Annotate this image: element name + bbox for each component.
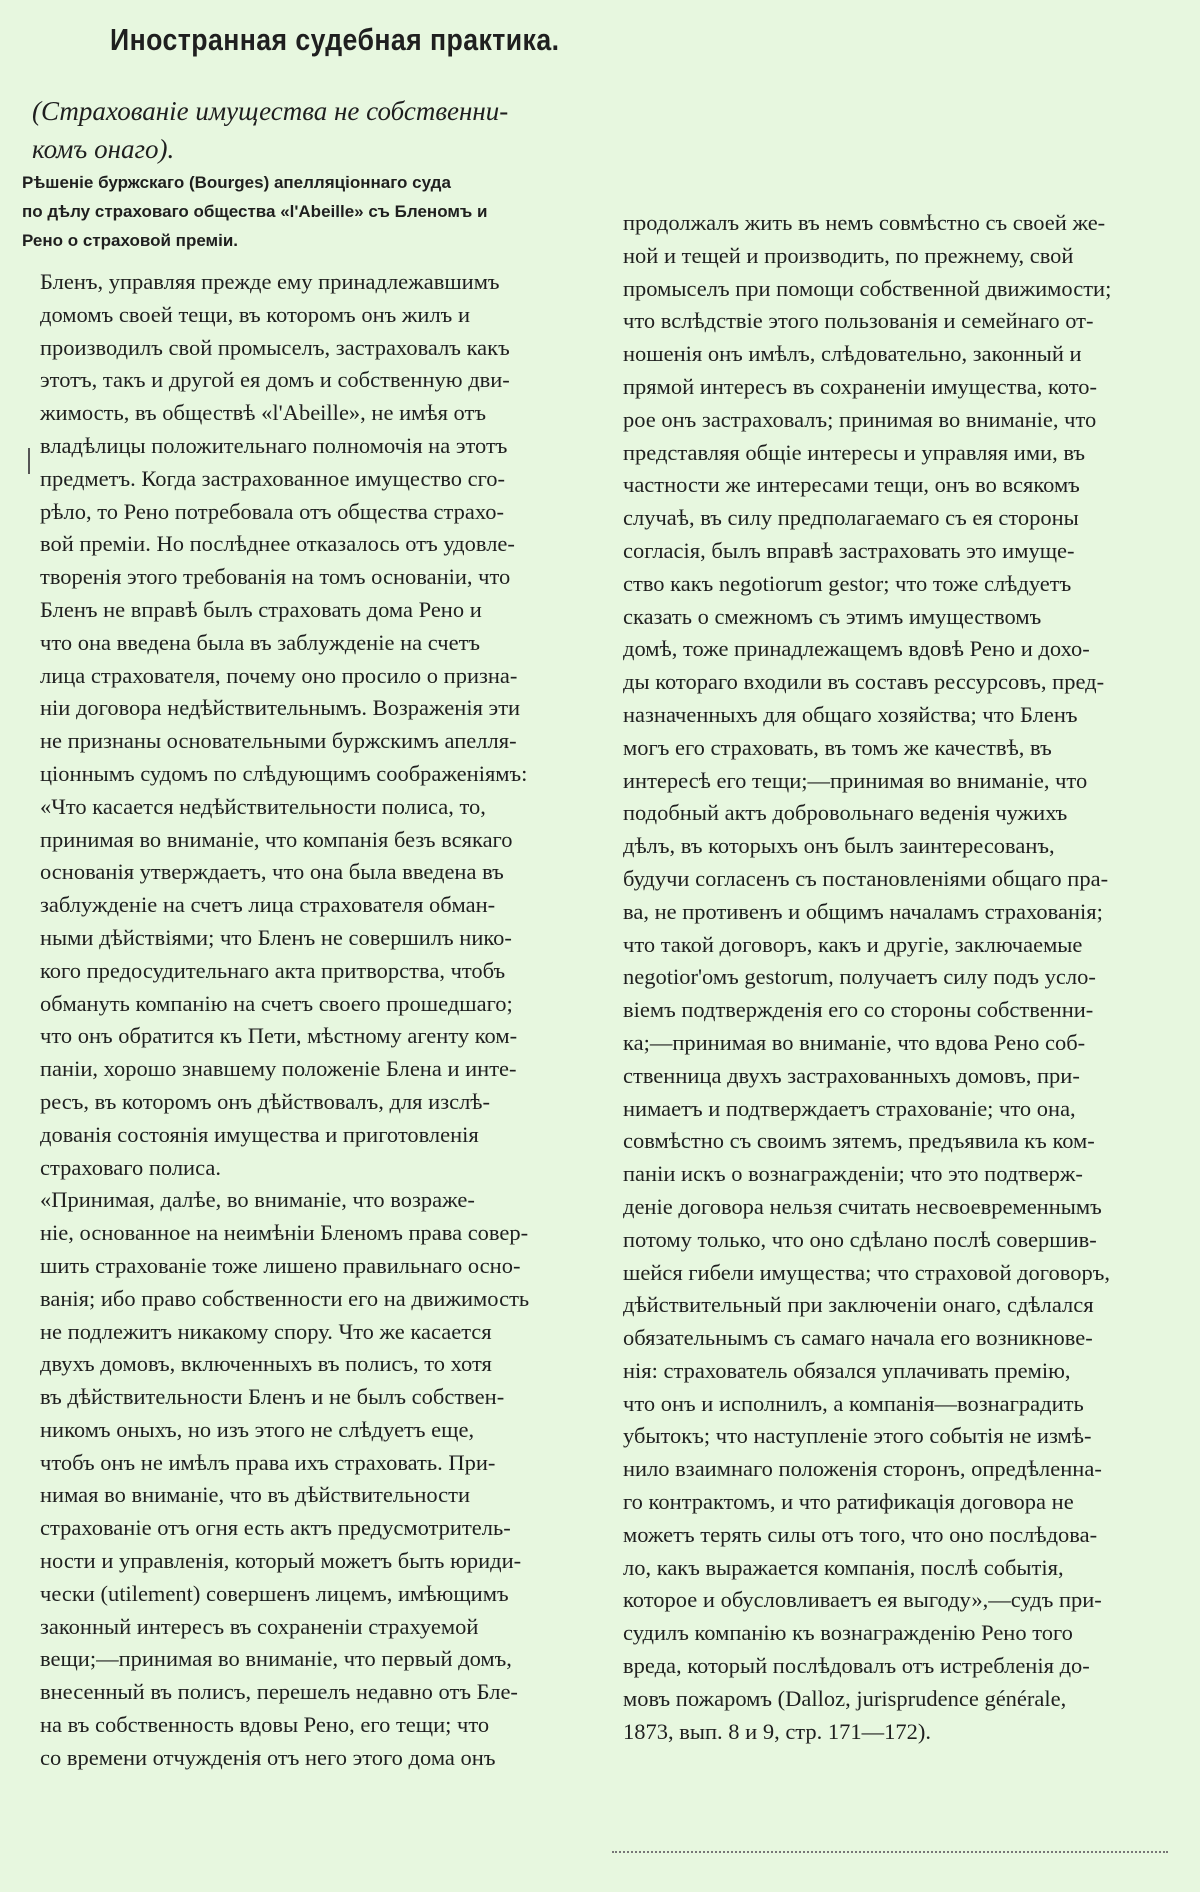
left-column-line: вещи;—принимая во вниманіе, что первый домъ, [40, 1646, 512, 1672]
right-column-line: будучи согласенъ съ постановленіями общаго пра- [623, 865, 1109, 891]
left-column-line: въ дѣйствительности Бленъ и не былъ собствен- [40, 1384, 505, 1410]
right-column-line: рое онъ застраховалъ; принимая во вниманіе, что [623, 406, 1097, 432]
bottom-rule [612, 1851, 1168, 1853]
right-column-line: дѣйствительный при заключеніи онаго, сдѣлался [623, 1292, 1094, 1318]
right-column-line: интересѣ его тещи;—принимая во вниманіе, что [623, 767, 1088, 793]
left-column-line: ными дѣйствіями; что Бленъ не совершилъ нико- [40, 924, 512, 950]
left-column-line: на въ собственность вдовы Рено, его тещи; что [40, 1712, 490, 1738]
page-title: Иностранная судебная практика. [110, 22, 560, 57]
right-column-line: 1873, вып. 8 и 9, стр. 171—172). [623, 1718, 932, 1744]
left-column-line: страхованіе отъ огня есть актъ предусмотритель- [40, 1515, 511, 1541]
subtitle-line: комъ онаго). [32, 134, 175, 164]
right-column-line: ва, не противенъ и общимъ началамъ страхованія; [623, 898, 1103, 924]
right-column-line: го контрактомъ, и что ратификація договора не [623, 1489, 1074, 1515]
left-column-line: ціоннымъ судомъ по слѣдующимъ соображеніямъ: [40, 760, 528, 786]
left-column-line: лица страхователя, почему оно просило о призна- [40, 662, 518, 688]
right-column-line: судилъ компанію къ вознагражденію Рено того [623, 1620, 1073, 1646]
right-column-line: negotior'омъ gestorum, получаетъ силу подъ усло- [623, 964, 1096, 990]
right-column-line: частности же интересами тещи, онъ во всякомъ [623, 472, 1080, 498]
left-column-line: творенія этого требованія на томъ основаніи, что [40, 564, 511, 590]
left-column-line: владѣлицы положительнаго полномочія на этотъ [40, 432, 508, 458]
right-column-line: шейся гибели имущества; что страховой договоръ, [623, 1259, 1110, 1285]
left-column-line: домомъ своей тещи, въ которомъ онъ жилъ и [40, 301, 470, 327]
right-column-line: ство какъ negotiorum gestor; что тоже слѣдуетъ [623, 570, 1072, 596]
right-column-line: что вслѣдствіе этого пользованія и семейнаго от- [623, 308, 1094, 334]
right-column [623, 207, 1183, 1748]
left-column-line: рѣло, то Рено потребовала отъ общества страхо- [40, 498, 504, 524]
decision-line: Рено о страховой преміи. [22, 231, 239, 250]
left-column-line: кого предосудительнаго акта притворства, чтобъ [40, 957, 506, 983]
right-column-line: совмѣстно съ своимъ зятемъ, предъявила къ ком- [623, 1128, 1095, 1154]
decision-line: Рѣшеніе буржскаго (Bourges) апелляціоннаго суда [22, 173, 451, 192]
right-column-line: нія: страхователь обязался уплачивать премію, [623, 1357, 1071, 1383]
right-column-line: ка;—принимая во вниманіе, что вдова Рено соб- [623, 1029, 1086, 1055]
left-column-line: предметъ. Когда застрахованное имущество сго- [40, 465, 506, 491]
left-column-line: законный интересъ въ сохраненіи страхуемой [40, 1613, 479, 1639]
right-column-line: нило взаимнаго положенія сторонъ, опредѣленна- [623, 1456, 1102, 1482]
right-column-line: паніи искъ о вознагражденіи; что это подтверж- [623, 1161, 1083, 1187]
left-column-line: никомъ оныхъ, но изъ этого не слѣдуетъ еще, [40, 1416, 475, 1442]
right-column-line: деніе договора нельзя считать несвоевременнымъ [623, 1193, 1102, 1219]
left-column-line: ніе, основанное на неимѣніи Бленомъ права совер- [40, 1220, 529, 1246]
left-column-line: двухъ домовъ, включенныхъ въ полисъ, то хотя [40, 1351, 492, 1377]
left-column-line: не признаны основательными буржскимъ апелля- [40, 728, 517, 754]
right-column-line: потому только, что оно сдѣлано послѣ совершив- [623, 1226, 1097, 1252]
left-column-line: внесенный въ полисъ, перешелъ недавно отъ Бле- [40, 1679, 518, 1705]
left-column-line: что онъ обратится къ Пети, мѣстному агенту ком- [40, 1023, 518, 1049]
right-column-line: віемъ подтвержденія его со стороны собственни- [623, 997, 1094, 1023]
left-column-line: этотъ, такъ и другой ея домъ и собственную дви- [40, 367, 510, 393]
right-column-line: нимаетъ и подтверждаетъ страхованіе; что она, [623, 1095, 1076, 1121]
right-column-line: можетъ терять силы отъ того, что оно послѣдова- [623, 1521, 1098, 1547]
right-column-line: что онъ и исполнилъ, а компанія—вознаградить [623, 1390, 1084, 1416]
decision-line: по дѣлу страховаго общества «l'Abeille» съ Бленомъ и [22, 202, 488, 221]
right-column-line: ной и тещей и производить, по прежнему, свой [623, 242, 1074, 268]
right-column-line: убытокъ; что наступленіе этого событія не измѣ- [623, 1423, 1092, 1449]
right-column-line: мовъ пожаромъ (Dalloz, jurisprudence générale, [623, 1685, 1067, 1711]
left-column-line: вой преміи. Но послѣднее отказалось отъ удовле- [40, 531, 515, 557]
right-column-line: домѣ, тоже принадлежащемъ вдовѣ Рено и дохо- [623, 636, 1090, 662]
left-column-line: чтобъ онъ не имѣлъ права ихъ страховать. При- [40, 1449, 496, 1475]
subtitle [32, 92, 592, 168]
left-column-line: со времени отчужденія отъ него этого дома онъ [40, 1744, 496, 1770]
right-column-line: ственница двухъ застрахованныхъ домовъ, при- [623, 1062, 1080, 1088]
left-column-line: обмануть компанію на счетъ своего прошедшаго; [40, 990, 513, 1016]
left-column-line: Бленъ не вправѣ былъ страховать дома Рено и [40, 596, 482, 622]
left-column [40, 266, 600, 1775]
left-column-line: чески (utilement) совершенъ лицемъ, имѣющимъ [40, 1580, 509, 1606]
right-column-line: обязательнымъ съ самаго начала его возникнове- [623, 1325, 1093, 1351]
right-column-line: продолжалъ жить въ немъ совмѣстно съ своей же- [623, 210, 1106, 235]
left-column-line: жимость, въ обществѣ «l'Abeille», не имѣя отъ [40, 400, 486, 426]
right-column-line: прямой интересъ въ сохраненіи имущества, кото- [623, 373, 1098, 399]
left-column-line: заблужденіе на счетъ лица страхователя обман- [40, 892, 496, 918]
left-column-line: производилъ свой промыселъ, застраховалъ какъ [40, 334, 510, 360]
right-column-line: согласія, былъ вправѣ застраховать это имуще- [623, 537, 1075, 563]
left-column-line: ванія; ибо право собственности его на движимость [40, 1285, 530, 1311]
left-column-line: Бленъ, управляя прежде ему принадлежавшимъ [40, 269, 500, 294]
right-column-line: могъ его страховать, въ томъ же качествѣ, въ [623, 734, 1052, 760]
right-column-line: назначенныхъ для общаго хозяйства; что Бленъ [623, 701, 1078, 727]
right-column-line: случаѣ, въ силу предполагаемаго съ ея стороны [623, 505, 1079, 531]
right-column-line: промыселъ при помощи собственной движимости; [623, 275, 1112, 301]
decision-heading [22, 168, 597, 255]
left-column-line: «Принимая, далѣе, во вниманіе, что возраже- [40, 1187, 475, 1213]
left-column-line: основанія утверждаетъ, что она была введена въ [40, 859, 504, 885]
left-column-line: что она введена была въ заблужденіе на счетъ [40, 629, 481, 655]
left-column-line: страховаго полиса. [40, 1154, 221, 1180]
right-column-line: представляя общіе интересы и управляя ими, въ [623, 439, 1086, 465]
right-column-line: которое и обусловливаетъ ея выгоду»,—судъ при- [623, 1587, 1102, 1613]
left-column-line: не подлежитъ никакому спору. Что же касается [40, 1318, 492, 1344]
right-column-line: вреда, который послѣдовалъ отъ истребленія до- [623, 1653, 1090, 1679]
left-column-line: ніи договора недѣйствительнымъ. Возраженія эти [40, 695, 521, 721]
left-column-line: шить страхованіе тоже лишено правильнаго осно- [40, 1252, 521, 1278]
left-column-line: нимая во вниманіе, что въ дѣйствительности [40, 1482, 471, 1508]
left-column-line: паніи, хорошо знавшему положеніе Блена и инте- [40, 1056, 517, 1082]
right-column-line: ды котораго входили въ составъ рессурсовъ, пред- [623, 669, 1105, 695]
right-column-line: ло, какъ выражается компанія, послѣ событія, [623, 1554, 1064, 1580]
left-column-line: «Что касается недѣйствительности полиса, то, [40, 793, 486, 819]
left-column-line: ности и управленія, который можетъ быть юриди- [40, 1548, 522, 1574]
margin-mark [28, 448, 30, 474]
subtitle-line: (Страхованіе имущества не собственни- [32, 96, 509, 126]
right-column-line: сказать о смежномъ съ этимъ имуществомъ [623, 603, 1042, 629]
left-column-line: ресъ, въ которомъ онъ дѣйствовалъ, для изслѣ- [40, 1088, 491, 1114]
right-column-line: подобный актъ добровольнаго веденія чужихъ [623, 800, 1068, 826]
left-column-line: дованія состоянія имущества и приготовленія [40, 1121, 479, 1147]
right-column-line: что такой договоръ, какъ и другіе, заключаемые [623, 931, 1083, 957]
right-column-line: дѣлъ, въ которыхъ онъ былъ заинтересованъ, [623, 833, 1055, 859]
left-column-line: принимая во вниманіе, что компанія безъ всякаго [40, 826, 513, 852]
right-column-line: ношенія онъ имѣлъ, слѣдовательно, законный и [623, 341, 1082, 367]
